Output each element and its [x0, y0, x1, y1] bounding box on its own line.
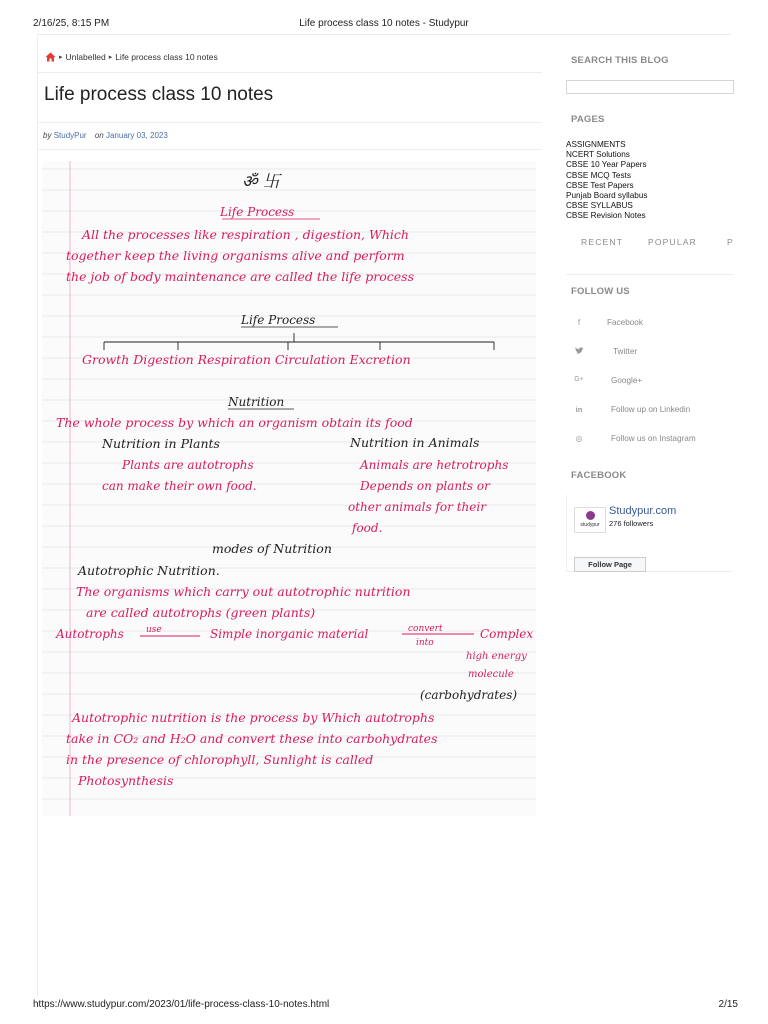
- notes-heading-modes: modes of Nutrition: [212, 541, 332, 556]
- notes-line: Depends on plants or: [360, 479, 490, 493]
- social-facebook[interactable]: [566, 315, 734, 335]
- studypur-logo[interactable]: studypur: [574, 507, 606, 533]
- print-page-title: Life process class 10 notes - Studypur: [299, 18, 469, 29]
- page-link-ncert-solutions[interactable]: NCERT Solutions: [566, 150, 630, 160]
- notes-line: Nutrition in Animals: [350, 435, 480, 450]
- social-label: Twitter: [613, 347, 638, 356]
- breadcrumb-item-unlabelled[interactable]: Unlabelled: [65, 52, 106, 62]
- breadcrumb: [45, 52, 218, 62]
- notes-canvas: [42, 161, 536, 816]
- notes-line: Autotrophic Nutrition.: [78, 563, 220, 578]
- notes-line: food.: [352, 521, 383, 535]
- pages-heading: PAGES: [571, 114, 605, 125]
- notes-line: Autotrophic nutrition is the process by Which autotrophs: [72, 710, 435, 725]
- print-url: https://www.studypur.com/2023/01/life-process-class-10-notes.html: [33, 999, 330, 1010]
- instagram-icon: ◎: [575, 434, 583, 443]
- notes-line: Autotrophs: [56, 627, 124, 641]
- notes-line: molecule: [468, 669, 514, 680]
- twitter-icon: [574, 347, 584, 357]
- tab-popular[interactable]: POPULAR: [648, 237, 698, 247]
- social-label: Facebook: [607, 318, 643, 327]
- fb-page-name[interactable]: Studypur.com: [609, 505, 677, 517]
- chevron-right-icon: ▸: [59, 54, 63, 61]
- home-icon[interactable]: [45, 52, 56, 62]
- social-label: Google+: [611, 376, 643, 385]
- linkedin-icon: in: [575, 405, 583, 414]
- search-heading: SEARCH THIS BLOG: [571, 55, 669, 66]
- post-title: Life process class 10 notes: [44, 84, 274, 105]
- post-tabs: [566, 233, 734, 251]
- page-link-cbse-test-papers[interactable]: CBSE Test Papers: [566, 180, 634, 190]
- notes-line: Plants are autotrophs: [122, 458, 254, 472]
- page-top-divider: [37, 34, 731, 35]
- meta-by: by: [43, 131, 52, 140]
- page-link-punjab-board-syllabus[interactable]: Punjab Board syllabus: [566, 191, 648, 201]
- print-footer: [0, 996, 768, 1024]
- notes-line: The organisms which carry out autotrophic nutrition: [76, 584, 411, 599]
- notes-line: Simple inorganic material: [210, 627, 369, 641]
- handwritten-notes-image: [42, 161, 536, 816]
- notes-line: use: [146, 625, 162, 635]
- search-input[interactable]: [566, 80, 734, 94]
- print-page-number: 2/15: [718, 999, 738, 1010]
- divider: [37, 149, 542, 150]
- page-link-cbse-syllabus[interactable]: CBSE SYLLABUS: [566, 201, 633, 211]
- notes-heading-tree: Life Process: [241, 313, 316, 327]
- social-label: Follow us on Instagram: [611, 434, 696, 443]
- notes-line: The whole process by which an organism obtain its food: [56, 415, 413, 430]
- social-google-plus[interactable]: [566, 373, 734, 393]
- post-author[interactable]: StudyPur: [53, 131, 87, 140]
- divider: [37, 72, 542, 73]
- facebook-heading: FACEBOOK: [571, 470, 627, 481]
- notes-line: in the presence of chlorophyll, Sunlight is called: [66, 752, 374, 767]
- social-instagram[interactable]: [566, 431, 734, 451]
- notes-heading-nutrition: Nutrition: [228, 395, 285, 409]
- meta-on: on: [94, 131, 104, 140]
- print-header: [0, 0, 768, 28]
- notes-line: take in CO₂ and H₂O and convert these into carbohydrates: [66, 731, 438, 746]
- google-plus-icon: G+: [574, 376, 584, 383]
- facebook-page-widget: [566, 495, 733, 572]
- chevron-right-icon: ▸: [108, 54, 113, 61]
- fb-followers-count: 276 followers: [609, 519, 654, 528]
- page-link-assignments[interactable]: ASSIGNMENTS: [566, 140, 626, 149]
- notes-line: are called autotrophs (green plants): [86, 605, 316, 620]
- notes-heading-life-process: Life Process: [220, 205, 295, 219]
- follow-heading: FOLLOW US: [571, 286, 630, 297]
- pages-list: [566, 140, 647, 222]
- notes-line: Complex: [480, 627, 534, 641]
- follow-page-button[interactable]: Follow Page: [574, 557, 646, 572]
- tab-partial[interactable]: P: [727, 237, 734, 247]
- notes-line: Growth Digestion Respiration Circulation Excretion: [82, 352, 411, 367]
- notes-line: together keep the living organisms alive and perform: [66, 248, 405, 263]
- print-date: 2/16/25, 8:15 PM: [33, 18, 110, 29]
- page-link-cbse-mcq-tests[interactable]: CBSE MCQ Tests: [566, 170, 631, 180]
- notes-line: other animals for their: [348, 500, 486, 514]
- social-twitter[interactable]: [566, 344, 734, 364]
- breadcrumb-item-current: Life process class 10 notes: [115, 52, 218, 62]
- page-link-cbse-revision-notes[interactable]: CBSE Revision Notes: [566, 211, 646, 221]
- post-date[interactable]: January 03, 2023: [105, 131, 168, 140]
- notes-line: Animals are hetrotrophs: [360, 458, 509, 472]
- notes-line: into: [416, 638, 434, 648]
- divider: [566, 274, 734, 275]
- social-linkedin[interactable]: [566, 402, 734, 422]
- notes-line: Photosynthesis: [78, 773, 174, 788]
- facebook-icon: f: [577, 318, 581, 327]
- divider: [37, 122, 542, 123]
- notes-line: convert: [408, 624, 443, 634]
- notes-line: high energy: [466, 651, 527, 662]
- post-meta: [43, 131, 168, 140]
- notes-line: can make their own food.: [102, 479, 257, 493]
- page-link-cbse-10-year-papers[interactable]: CBSE 10 Year Papers: [566, 160, 647, 170]
- tab-recent[interactable]: RECENT: [581, 237, 624, 247]
- notes-line: Nutrition in Plants: [102, 436, 220, 451]
- notes-symbol: ॐ 卐: [242, 172, 280, 192]
- notes-line: All the processes like respiration , digestion, Which: [82, 227, 409, 242]
- page-left-edge: [37, 36, 38, 996]
- notes-line: the job of body maintenance are called the life process: [66, 269, 414, 284]
- notes-line: (carbohydrates): [420, 688, 518, 702]
- social-label: Follow up on Linkedin: [611, 405, 691, 414]
